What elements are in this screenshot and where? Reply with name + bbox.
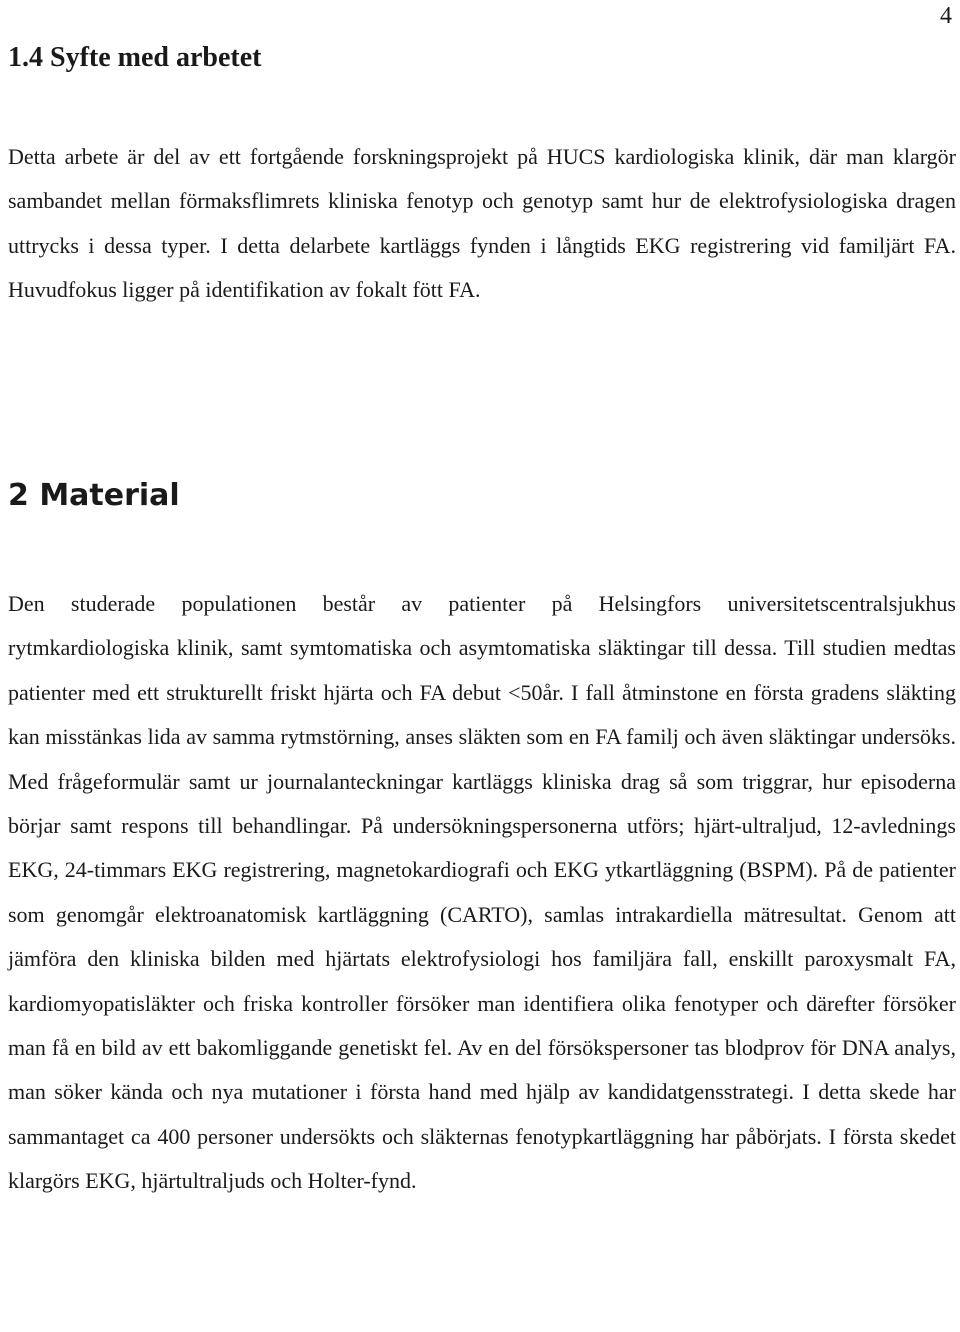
- section-heading-aim: 1.4 Syfte med arbetet: [8, 42, 262, 73]
- paragraph-material: Den studerade populationen består av patienter på Helsingfors universitetscentralsjukhus rytmkardiologiska klinik, samt symtomatiska och asymtomatiska släktingar till dessa. Till studien medtas patienter med ett strukturellt friskt hjärta och FA debut <50år. I fall åtminstone en första gradens släkting kan misstänkas lida av samma rytmstörning, anses släkten som en FA familj och även släktingar undersöks. Med frågeformulär samt ur journalanteckningar kartläggs kliniska drag så som triggrar, hur episoderna börjar samt respons till behandlingar. På undersökningspersonerna utförs; hjärt-ultraljud, 12-avlednings EKG, 24-timmars EKG registrering, magnetokardiografi och EKG ytkartläggning (BSPM). På de patienter som genomgår elektroanatomisk kartläggning (CARTO), samlas intrakardiella mätresultat. Genom att jämföra den kliniska bilden med hjärtats elektrofysiologi hos familjära fall, enskillt paroxysmalt FA, kardiomyopatisläkter och friska kontroller försöker man identifiera olika fenotyper och därefter försöker man få en bild av ett bakomliggande genetiskt fel. Av en del försökspersoner tas blodprov för DNA analys, man söker kända och nya mutationer i första hand med hjälp av kandidatgensstrategi. I detta skede har sammantaget ca 400 personer undersökts och släkternas fenotypkartläggning har påbörjats. I första skedet klargörs EKG, hjärtultraljuds och Holter-fynd.: [8, 591, 956, 1194]
- paragraph-aim: Detta arbete är del av ett fortgående forskningsprojekt på HUCS kardiologiska klinik, där man klargör sambandet mellan förmaksflimrets kliniska fenotyp och genotyp samt hur de elektrofysiologiska dragen uttrycks i dessa typer. I detta delarbete kartläggs fynden i långtids EKG registrering vid familjärt FA. Huvudfokus ligger på identifikation av fokalt fött FA.: [8, 144, 956, 303]
- section-heading-material: 2 Material: [8, 478, 180, 513]
- page-number: 4: [940, 3, 952, 29]
